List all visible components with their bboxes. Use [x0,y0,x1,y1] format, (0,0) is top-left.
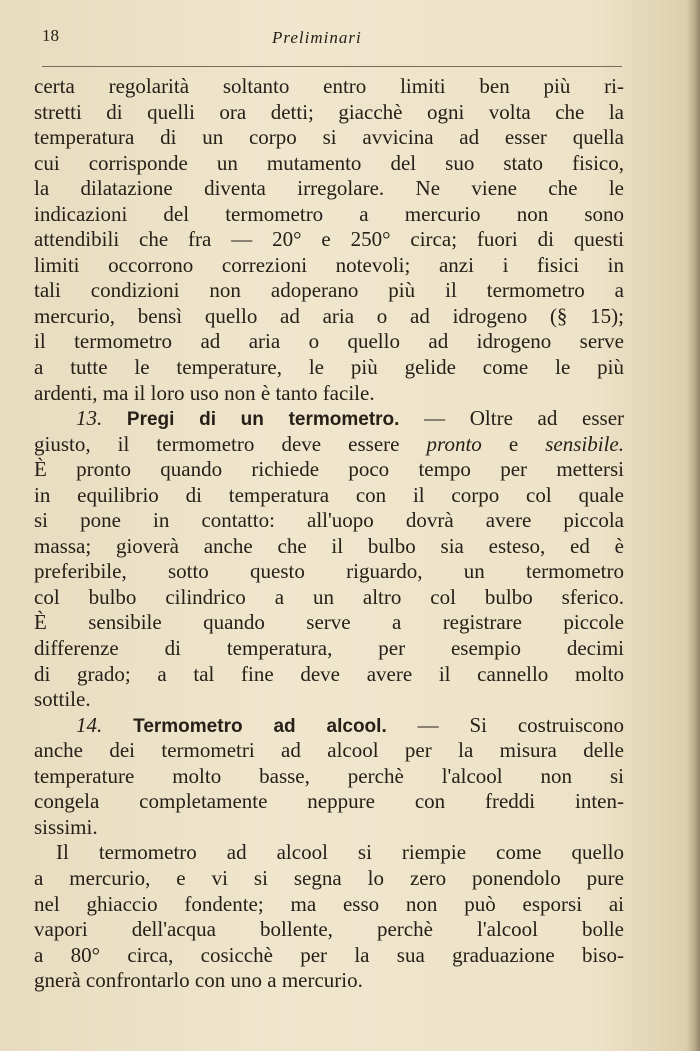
section-title: Pregi di un termometro. [126,409,400,431]
header-rule [42,66,622,67]
text-line: vapori dell'acqua bollente, perchè l'alcool bolle [34,917,624,942]
text-fragment: — Oltre ad esser [399,406,625,431]
text-line: si pone in contatto: all'uopo dovrà avere piccola [34,508,624,533]
running-head: Preliminari [272,28,362,47]
section-heading-line [34,713,624,739]
emphasis-pronto: pronto [426,431,482,456]
text-line: differenze di temperatura, per esempio decimi [34,636,624,661]
text-line: sottile. [34,687,91,712]
text-line: la dilatazione diventa irregolare. Ne viene che le [34,176,624,201]
text-line: certa regolarità soltanto entro limiti ben più ri- [34,74,624,98]
text-line: col bulbo cilindrico a un altro col bulbo sferico. [34,584,624,609]
text-fragment: — Si costruiscono [386,712,625,737]
text-line: limiti occorrono correzioni notevoli; anzi i fisici in [34,252,624,277]
text-line: il termometro ad aria o quello ad idrogeno serve [34,329,624,354]
text-line: È sensibile quando serve a registrare piccole [34,610,624,635]
text-line: cui corrisponde un mutamento del suo stato fisico, [34,150,624,175]
text-line: sissimi. [34,814,98,839]
text-line: mercurio, bensì quello ad aria o ad idrogeno (§ 15); [34,303,624,328]
text-line: temperatura di un corpo si avvicina ad esser quella [34,125,624,150]
paragraph-alcohol-thermometer [34,840,624,993]
section-14 [34,713,624,841]
text-line: preferibile, sotto questo riguardo, un termometro [34,559,624,584]
text-fragment: giusto, il termometro deve essere [34,431,427,456]
text-line: gnerà confrontarlo con uno a mercurio. [34,968,363,993]
text-line: a mercurio, e vi si segna lo zero ponendolo pure [34,865,624,890]
text-line [34,432,624,458]
page-edge-shadow [686,0,700,1051]
section-title: Termometro ad alcool. [133,715,387,737]
section-heading-line [34,406,624,432]
section-13 [34,406,624,713]
text-line: anche dei termometri ad alcool per la misura delle [34,738,624,763]
page-number: 18 [42,26,59,45]
text-line: stretti di quelli ora detti; giacchè ogni volta che la [34,99,624,124]
text-line: in equilibrio di temperatura con il corpo col quale [34,482,624,507]
text-line: massa; gioverà anche che il bulbo sia esteso, ed è [34,533,624,558]
text-line: indicazioni del termometro a mercurio non sono [34,201,624,226]
text-line: a tutte le temperature, le più gelide come le più [34,355,624,380]
text-line: tali condizioni non adoperano più il termometro a [34,278,624,303]
text-line: Il termometro ad alcool si riempie come quello [56,840,624,865]
body-text [34,74,624,994]
text-line: congela completamente neppure con freddi inten- [34,789,624,814]
text-line: di grado; a tal fine deve avere il cannello molto [34,661,624,686]
paragraph-continuation [34,74,624,406]
page-header [42,18,624,58]
text-fragment: e [481,431,546,456]
section-number: 13. [76,406,103,431]
text-line: attendibili che fra — 20° e 250° circa; fuori di questi [34,227,624,252]
text-line: temperature molto basse, perchè l'alcool non si [34,763,624,788]
section-number: 14. [76,712,103,737]
text-line: nel ghiaccio fondente; ma esso non può esporsi ai [34,891,624,916]
text-line: a 80° circa, cosicchè per la sua graduazione biso- [34,942,624,967]
text-line: ardenti, ma il loro uso non è tanto facile. [34,380,375,405]
emphasis-sensibile: sensibile. [545,431,624,456]
text-line: È pronto quando richiede poco tempo per mettersi [34,457,624,482]
